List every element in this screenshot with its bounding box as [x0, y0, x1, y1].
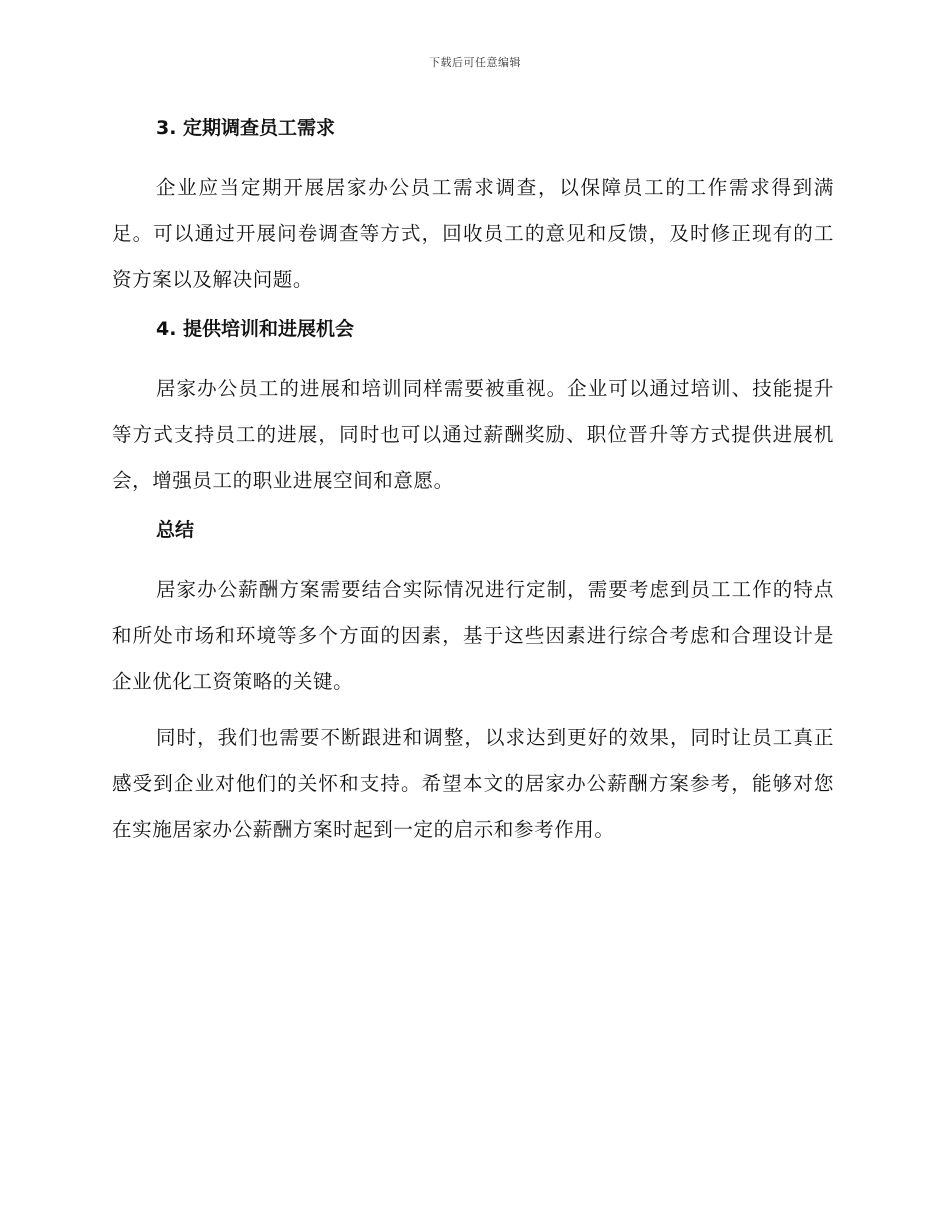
section-paragraph-training: 居家办公员工的进展和培训同样需要被重视。企业可以通过培训、技能提升等方式支持员工的进展，同时也可以通过薪酬奖励、职位晋升等方式提供进展机会，增强员工的职业进展空间和意愿。	[112, 377, 834, 492]
document-body	[112, 112, 834, 853]
page-header: 下载后可任意编辑	[429, 56, 521, 69]
section-paragraph-summary: 居家办公薪酬方案需要结合实际情况进行定制，需要考虑到员工工作的特点和所处市场和环境等多个方面的因素，基于这些因素进行综合考虑和合理设计是企业优化工资策略的关键。	[112, 578, 834, 693]
section-heading-employee-survey: 3. 定期调查员工需求	[156, 117, 336, 139]
closing-paragraph: 同时，我们也需要不断跟进和调整，以求达到更好的效果，同时让员工真正感受到企业对他们的关怀和支持。希望本文的居家办公薪酬方案参考，能够对您在实施居家办公薪酬方案时起到一定的启示和参考作用。	[112, 726, 834, 841]
section-heading-training: 4. 提供培训和进展机会	[156, 318, 355, 340]
section-paragraph-employee-survey: 企业应当定期开展居家办公员工需求调查，以保障员工的工作需求得到满足。可以通过开展问卷调查等方式，回收员工的意见和反馈，及时修正现有的工资方案以及解决问题。	[112, 176, 834, 291]
section-heading-summary: 总结	[156, 519, 195, 541]
